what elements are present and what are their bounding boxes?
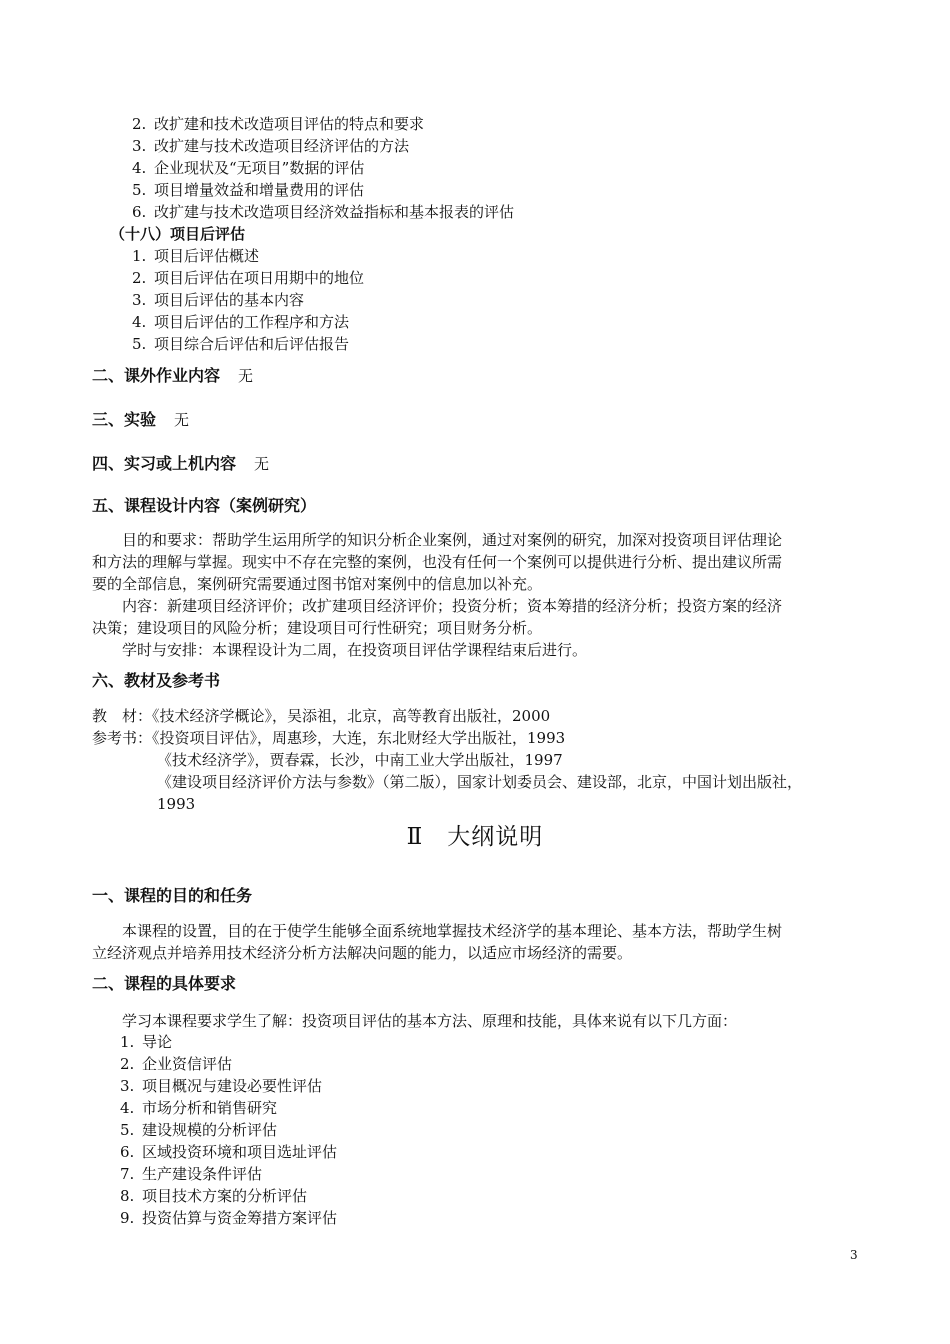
section-heading: 三、实验 无	[92, 410, 190, 429]
section-heading: 四、实习或上机内容 无	[92, 454, 270, 473]
list-item: 3. 项目后评估的基本内容	[132, 291, 305, 309]
list-item: 4. 企业现状及“无项目”数据的评估	[132, 159, 365, 177]
list-item: 6. 区域投资环境和项目选址评估	[120, 1143, 338, 1161]
list-item: 4. 市场分析和销售研究	[120, 1099, 278, 1117]
section-note: 无	[238, 367, 254, 385]
list-item: 1. 项目后评估概述	[132, 247, 260, 265]
section-heading: 一、课程的目的和任务	[92, 886, 253, 905]
section-heading: 五、课程设计内容（案例研究）	[92, 496, 317, 515]
list-item: 5. 项目综合后评估和后评估报告	[132, 335, 350, 353]
list-item: 2. 项目后评估在项日用期中的地位	[132, 269, 365, 287]
reference-line: 参考书：《投资项目评估》，周惠珍，大连，东北财经大学出版社，1993	[92, 729, 566, 747]
list-item: 2. 改扩建和技术改造项目评估的特点和要求	[132, 115, 425, 133]
list-item: 9. 投资估算与资金筹措方案评估	[120, 1209, 338, 1227]
list-item: 7. 生产建设条件评估	[120, 1165, 263, 1183]
list-item: 5. 项目增量效益和增量费用的评估	[132, 181, 365, 199]
list-item: 5. 建设规模的分析评估	[120, 1121, 278, 1139]
paragraph-line: 本课程的设置，目的在于使学生能够全面系统地掌握技术经济学的基本理论、基本方法，帮助学生树	[122, 922, 783, 940]
reference-line: 《技术经济学》，贾春霖，长沙，中南工业大学出版社，1997	[157, 751, 563, 769]
section-heading: 二、课程的具体要求	[92, 974, 237, 993]
section-note: 无	[254, 455, 270, 473]
paragraph-line: 和方法的理解与掌握。现实中不存在完整的案例，也没有任何一个案例可以提供进行分析、提出建议所需	[92, 553, 783, 571]
part-title: Ⅱ 大纲说明	[406, 824, 544, 850]
list-item: 8. 项目技术方案的分析评估	[120, 1187, 308, 1205]
list-item: 6. 改扩建与技术改造项目经济效益指标和基本报表的评估	[132, 203, 515, 221]
list-item: 4. 项目后评估的工作程序和方法	[132, 313, 350, 331]
reference-line: 1993	[157, 795, 196, 813]
reference-line: 教 材：《技术经济学概论》，吴添祖，北京，高等教育出版社，2000	[92, 707, 551, 725]
section-heading: 二、课外作业内容 无	[92, 366, 254, 385]
paragraph-line: 学时与安排：本课程设计为二周，在投资项目评估学课程结束后进行。	[122, 641, 588, 659]
paragraph-line: 要的全部信息，案例研究需要通过图书馆对案例中的信息加以补充。	[92, 575, 543, 593]
paragraph-line: 学习本课程要求学生了解：投资项目评估的基本方法、原理和技能，具体来说有以下几方面：	[122, 1012, 738, 1030]
list-item: 3. 改扩建与技术改造项目经济评估的方法	[132, 137, 410, 155]
paragraph-line: 决策；建设项目的风险分析；建设项目可行性研究；项目财务分析。	[92, 619, 543, 637]
subsection-heading: （十八）项目后评估	[110, 225, 246, 243]
section-note: 无	[174, 411, 190, 429]
list-item: 2. 企业资信评估	[120, 1055, 233, 1073]
paragraph-line: 目的和要求：帮助学生运用所学的知识分析企业案例，通过对案例的研究，加深对投资项目评估理论	[122, 531, 783, 549]
list-item: 1. 导论	[120, 1033, 173, 1051]
list-item: 3. 项目概况与建设必要性评估	[120, 1077, 323, 1095]
reference-line: 《建设项目经济评价方法与参数》（第二版），国家计划委员会、建设部，北京，中国计划出版社，	[157, 773, 803, 791]
page-number: 3	[850, 1248, 858, 1262]
paragraph-line: 内容：新建项目经济评价；改扩建项目经济评价；投资分析；资本筹措的经济分析；投资方案的经济	[122, 597, 783, 615]
section-heading: 六、教材及参考书	[92, 671, 221, 690]
paragraph-line: 立经济观点并培养用技术经济分析方法解决问题的能力，以适应市场经济的需要。	[92, 944, 633, 962]
